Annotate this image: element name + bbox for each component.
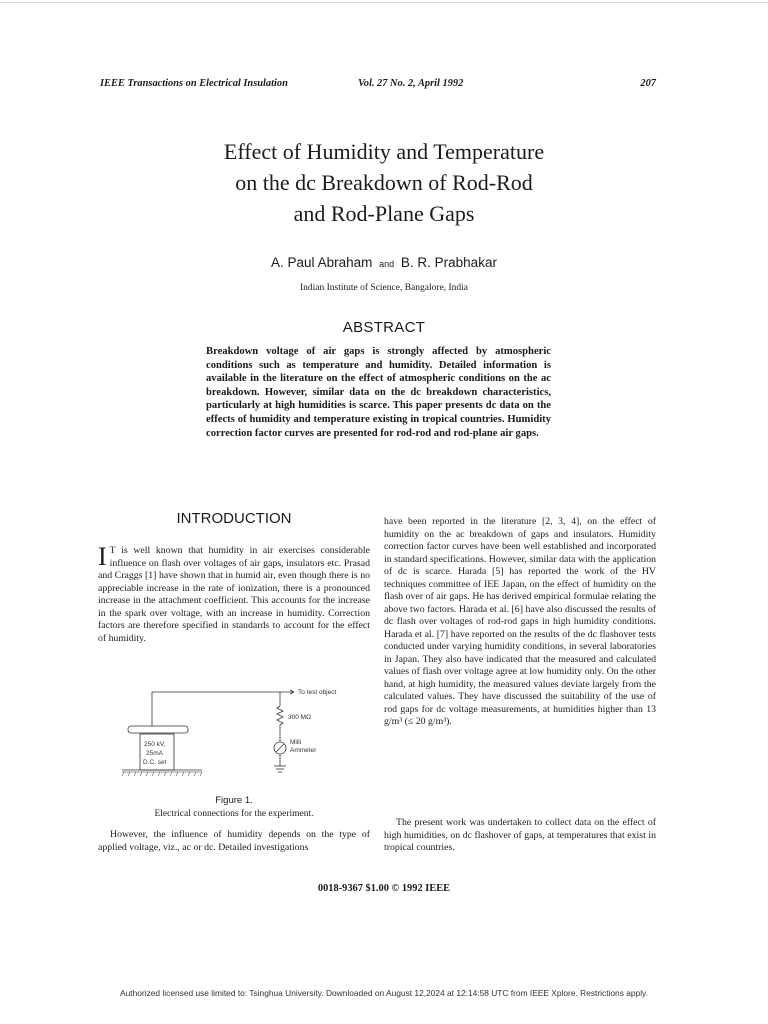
- introduction-heading: INTRODUCTION: [176, 510, 292, 527]
- figure-1-diagram: [112, 684, 362, 784]
- title-line: on the dc Breakdown of Rod-Rod: [235, 170, 533, 195]
- author-name: B. R. Prabhakar: [400, 255, 497, 270]
- volume-info: Vol. 27 No. 2, April 1992: [358, 78, 464, 89]
- author-line: [0, 255, 768, 270]
- page-number: 207: [640, 78, 656, 89]
- title-line: and Rod-Plane Gaps: [293, 201, 475, 226]
- title-line: Effect of Humidity and Temperature: [223, 139, 545, 164]
- column-2-paragraph: The present work was undertaken to collect data on the effect of high humidities, on dc flashover of gaps, at temperatures that exist in tropical countries.: [384, 817, 656, 853]
- introduction-paragraph: [98, 542, 370, 645]
- figure-caption: [98, 795, 370, 820]
- figure-caption-text: Electrical connections for the experiment.: [154, 808, 314, 819]
- affiliation: Indian Institute of Science, Bangalore, India: [299, 283, 469, 293]
- circuit-diagram: [112, 684, 362, 784]
- author-conjunction: and: [379, 259, 395, 269]
- author-name: A. Paul Abraham: [271, 255, 373, 270]
- drop-cap: I: [98, 542, 107, 571]
- figure-number: Figure 1.: [215, 795, 253, 806]
- abstract-text: Breakdown voltage of air gaps is strongly affected by atmospheric conditions such as temperature and humidity. Detailed information is available in the literature on the effect of atmospheric conditions on the ac breakdown. However, similar data on the dc breakdown characteristics, particularly at high humidities is scarce. This paper presents dc data on the effects of humidity and temperature existing in tropical countries. Humidity correction factor curves are presented for rod-rod and rod-plane air gaps.: [206, 346, 551, 439]
- journal-name: IEEE Transactions on Electrical Insulation: [100, 78, 288, 89]
- paragraph-text: T is well known that humidity in air exercises considerable influence on flash over voltages of air gaps, insulators etc. Prasad and Craggs [1] have shown that in humid air, even though there is no appreciable increase in the rate of ionization, there is a pronounced increase in the attachment coefficient. This accounts for the increase in the spark over voltage, with an increase in humidity. Correction factors are therefore specified in standards to account for the effect of humidity.: [98, 545, 370, 644]
- top-rule: [0, 2, 768, 3]
- label-meter: Milli: [290, 739, 302, 746]
- introduction-paragraph: However, the influence of humidity depends on the type of applied voltage, viz., ac or dc. Detailed investigations: [98, 829, 370, 853]
- copyright-line: 0018-9367 $1.00 © 1992 IEEE: [317, 883, 451, 894]
- label-supply: 250 kV,: [144, 741, 166, 748]
- label-supply: 25mA: [146, 750, 163, 757]
- label-resistor: 300 MΩ: [288, 714, 311, 721]
- paper-title: [0, 136, 768, 229]
- column-2-paragraph: have been reported in the literature [2, 3, 4], on the effect of humidity on the ac breakdown of gaps and insulators. Humidity correction factor curves have been well established and incorporated in standard specifications. However, similar data with the application of dc is scarce. Harada [5] has reported the work of the HV techniques committee of IEE Japan, on the effect of humidity on the flash over of air gaps. He has derived empirical formulae relating the above two factors. Harada et al. [6] have also discussed the results of dc flash over voltages of rod-rod gaps in high humidity conditions. Harada et al. [7] have reported on the results of the dc flashover tests conducted under varying humidity conditions, in several laboratories in Japan. They also have indicated that the measured and calculated values of flash over voltage agree at low humidity only. On the other hand, at high humidity, the measured values deviate largely from the calculated values. They have discussed the suitability of the use of rod gaps for dc voltage measurements, at humidities higher than 13 g/m³ (≤ 20 g/m³).: [384, 516, 656, 727]
- label-meter: Ammeter: [290, 747, 317, 754]
- label-supply: D.C. set: [143, 759, 167, 766]
- abstract-heading: ABSTRACT: [342, 319, 426, 336]
- license-footer: Authorized licensed use limited to: Tsinghua University. Downloaded on August 12,2024 at 12:14:58 UTC from IEEE Xplore. Restrictions apply.: [120, 988, 648, 998]
- label-test-object: To test object: [298, 689, 337, 696]
